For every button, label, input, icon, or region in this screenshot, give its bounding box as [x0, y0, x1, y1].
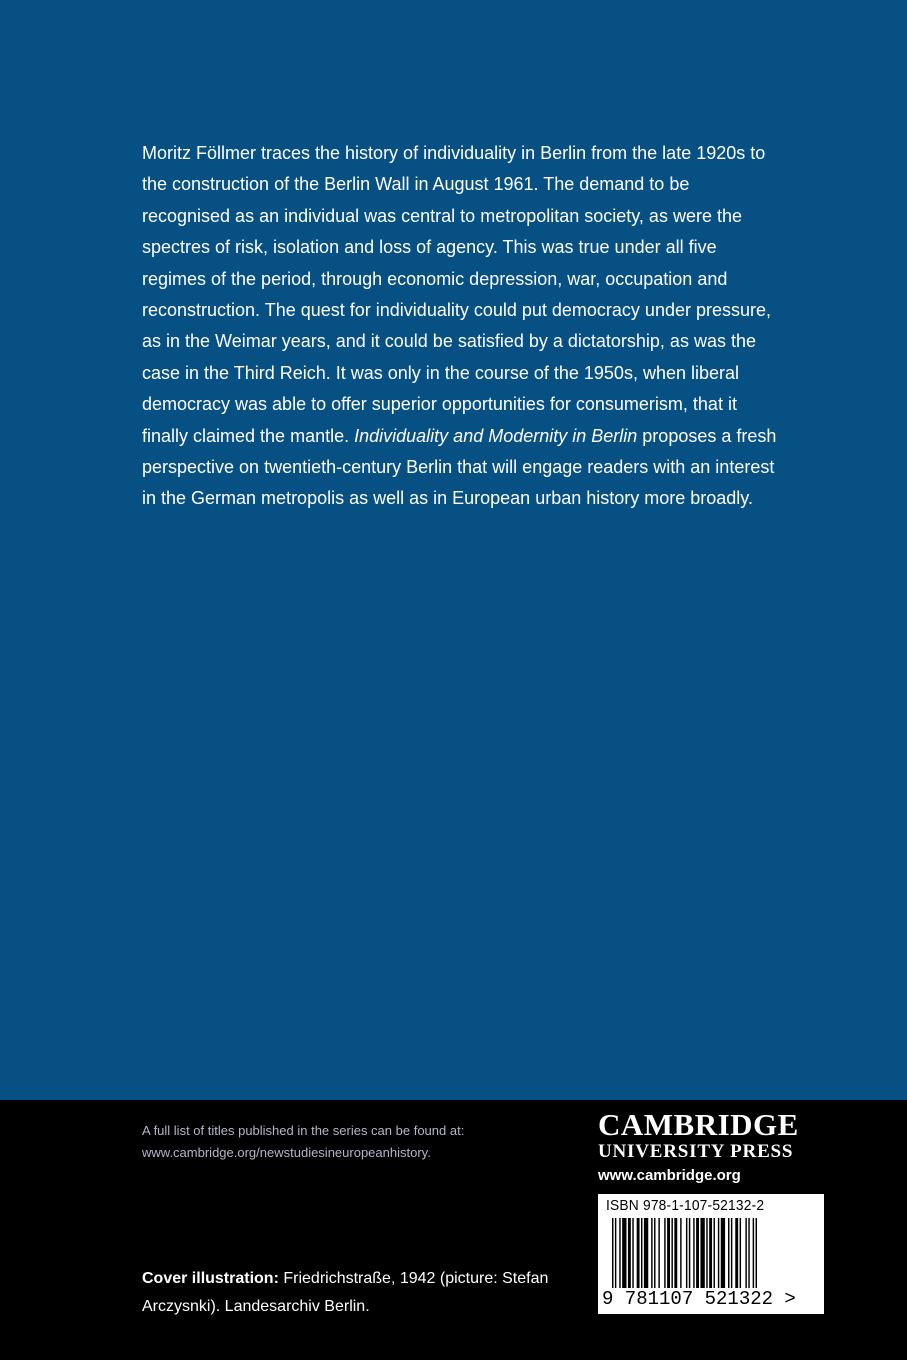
barcode-bar [680, 1218, 681, 1288]
barcode-bar [644, 1218, 648, 1288]
barcode-bar [745, 1218, 746, 1288]
barcode-bar [622, 1218, 626, 1288]
barcode-bar [740, 1218, 741, 1288]
publisher-url: www.cambridge.org [598, 1167, 741, 1184]
barcode-bar [615, 1218, 616, 1288]
barcode-bar [721, 1218, 725, 1288]
barcode-bar [689, 1218, 690, 1288]
barcode-bar [686, 1218, 687, 1288]
series-note-line: A full list of titles published in the series can be found at: [142, 1123, 465, 1138]
barcode-bar [709, 1218, 712, 1288]
publisher-name: CAMBRIDGE [598, 1107, 799, 1142]
back-cover-blurb [142, 138, 782, 515]
barcode-bar [693, 1218, 694, 1288]
barcode-bar [641, 1218, 642, 1288]
series-note [142, 1120, 562, 1163]
barcode-bar [696, 1218, 699, 1288]
book-title: Individuality and Modernity in Berlin [354, 425, 638, 446]
barcode-bar [632, 1218, 633, 1288]
barcode-bar [667, 1218, 670, 1288]
barcode-bar [700, 1218, 704, 1288]
barcode-bar [612, 1218, 613, 1288]
blurb-text-before: Moritz Föllmer traces the history of individuality in Berlin from the late 1920s to the construction of the Berlin Wall in August 1961. The demand to be recognised as an individual was central to metropolitan society, as were the spectres of risk, isolation and loss of agency. This was true under all five regimes of the period, through economic depression, war, occupation and reconstruction. The quest for individuality could put democracy under pressure, as in the Weimar years, and it could be satisfied by a dictatorship, as was the case in the Third Reich. It was only in the course of the 1950s, when liberal democracy was able to offer superior opportunities for consumerism, that it finally claimed the mantle. [142, 143, 771, 446]
isbn-text: ISBN 978-1-107-52132-2 [606, 1197, 765, 1214]
barcode-bar [637, 1218, 640, 1288]
barcode-bar [735, 1218, 738, 1288]
barcode-bar [658, 1218, 659, 1288]
blurb-paragraph [142, 138, 782, 515]
barcode-bar [654, 1218, 655, 1288]
barcode-digits: 9 781107 521322 > [602, 1288, 796, 1310]
barcode-bar [619, 1218, 620, 1288]
barcode-bar [671, 1218, 672, 1288]
cover-credit [142, 1265, 562, 1321]
barcode-box [598, 1194, 824, 1314]
barcode-bar [718, 1218, 719, 1288]
series-url: www.cambridge.org/newstudiesineuropeanhistory. [142, 1144, 431, 1160]
barcode-bar [628, 1218, 631, 1288]
cover-credit-text: Friedrichstraße, 1942 (picture: Stefan Arczysnki). Landesarchiv Berlin. [142, 1270, 549, 1315]
barcode-bar [728, 1218, 729, 1288]
publisher-logo [598, 1108, 828, 1189]
barcode-bar [664, 1218, 665, 1288]
publisher-subname: UNIVERSITY PRESS [598, 1141, 794, 1162]
barcode-bar [706, 1218, 707, 1288]
barcode-bar [748, 1218, 749, 1288]
barcode-bar [714, 1218, 715, 1288]
barcode-bar [731, 1218, 732, 1288]
cover-credit-label: Cover illustration: [142, 1270, 279, 1287]
barcode-bar [674, 1218, 677, 1288]
barcode-bars [612, 1218, 812, 1288]
barcode-bar [753, 1218, 754, 1288]
barcode-bar [651, 1218, 652, 1288]
barcode-bar [756, 1218, 757, 1288]
blurb-text-after: proposes a fresh perspective on twentieth-century Berlin that will engage readers with an interest in the German metropolis as well as in European urban history more broadly. [142, 425, 777, 509]
